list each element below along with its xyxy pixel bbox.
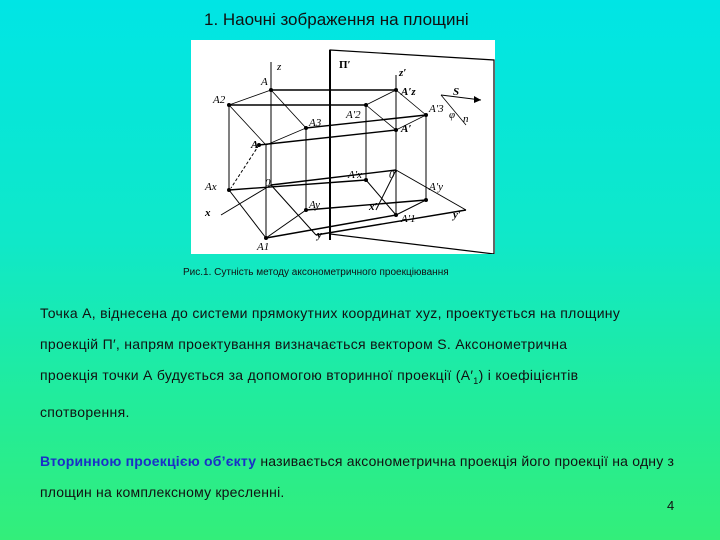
label-o-prime: 0′ — [389, 169, 397, 181]
paragraph-1-line-2: проекцій П′, напрям проектування визначається вектором S. Аксонометрична — [40, 336, 568, 352]
label-phi: φ — [449, 109, 456, 121]
label-x: x — [205, 207, 211, 219]
label-a2: A2 — [213, 94, 226, 106]
label-s: S — [453, 86, 460, 98]
paragraph-2 — [40, 446, 700, 508]
axonometric-projection-figure — [191, 40, 495, 254]
label-a2-prime: A′2 — [346, 109, 361, 121]
paragraph-1 — [40, 298, 700, 428]
label-a1-prime: A′1 — [401, 213, 416, 225]
label-ay: Ay — [309, 199, 320, 211]
label-a3: A3 — [309, 117, 322, 129]
label-ax-prime: A′x — [348, 169, 363, 181]
label-o: 0 — [265, 177, 271, 189]
label-az-prime: A′z — [401, 86, 416, 98]
definition-term: Вторинною проекцією об’єкту — [40, 453, 257, 469]
label-y-prime: y′ — [453, 209, 461, 221]
label-a1: A1 — [257, 241, 270, 253]
label-ay-prime: A′y — [429, 181, 444, 193]
label-a: A — [251, 139, 259, 151]
figure-caption: Рис.1. Сутність методу аксонометричного проекціювання — [183, 267, 449, 278]
page-number: 4 — [667, 498, 675, 513]
label-a-prime: A′ — [401, 123, 412, 135]
label-a3-prime: A′3 — [429, 103, 444, 115]
label-z-prime: z′ — [399, 67, 407, 79]
label-n: n — [463, 113, 469, 125]
label-ax: Ax — [205, 181, 217, 193]
slide-title: 1. Наочні зображення на площині — [204, 10, 469, 29]
line-3-suffix: ) і коефіцієнтів — [478, 367, 579, 383]
label-a-top: A — [261, 76, 268, 88]
label-x-prime: x′ — [369, 201, 378, 213]
definition-text: називається аксонометрична проекція його проекції на одну з площин на комплексному кресленні. — [40, 453, 675, 500]
label-y: y — [317, 229, 322, 241]
label-z: z — [277, 61, 282, 73]
paragraph-1-line-1: Точка А, віднесена до системи прямокутних координат xyz, проектується на площину — [40, 305, 621, 321]
paragraph-1-line-3 — [40, 360, 700, 397]
line-3-subscript: 1 — [473, 375, 479, 386]
line-3-prefix: проекція точки А будується за допомогою вторинної проекції (А′ — [40, 367, 474, 383]
paragraph-1-line-4: спотворення. — [40, 403, 130, 420]
label-p: П′ — [339, 59, 351, 71]
